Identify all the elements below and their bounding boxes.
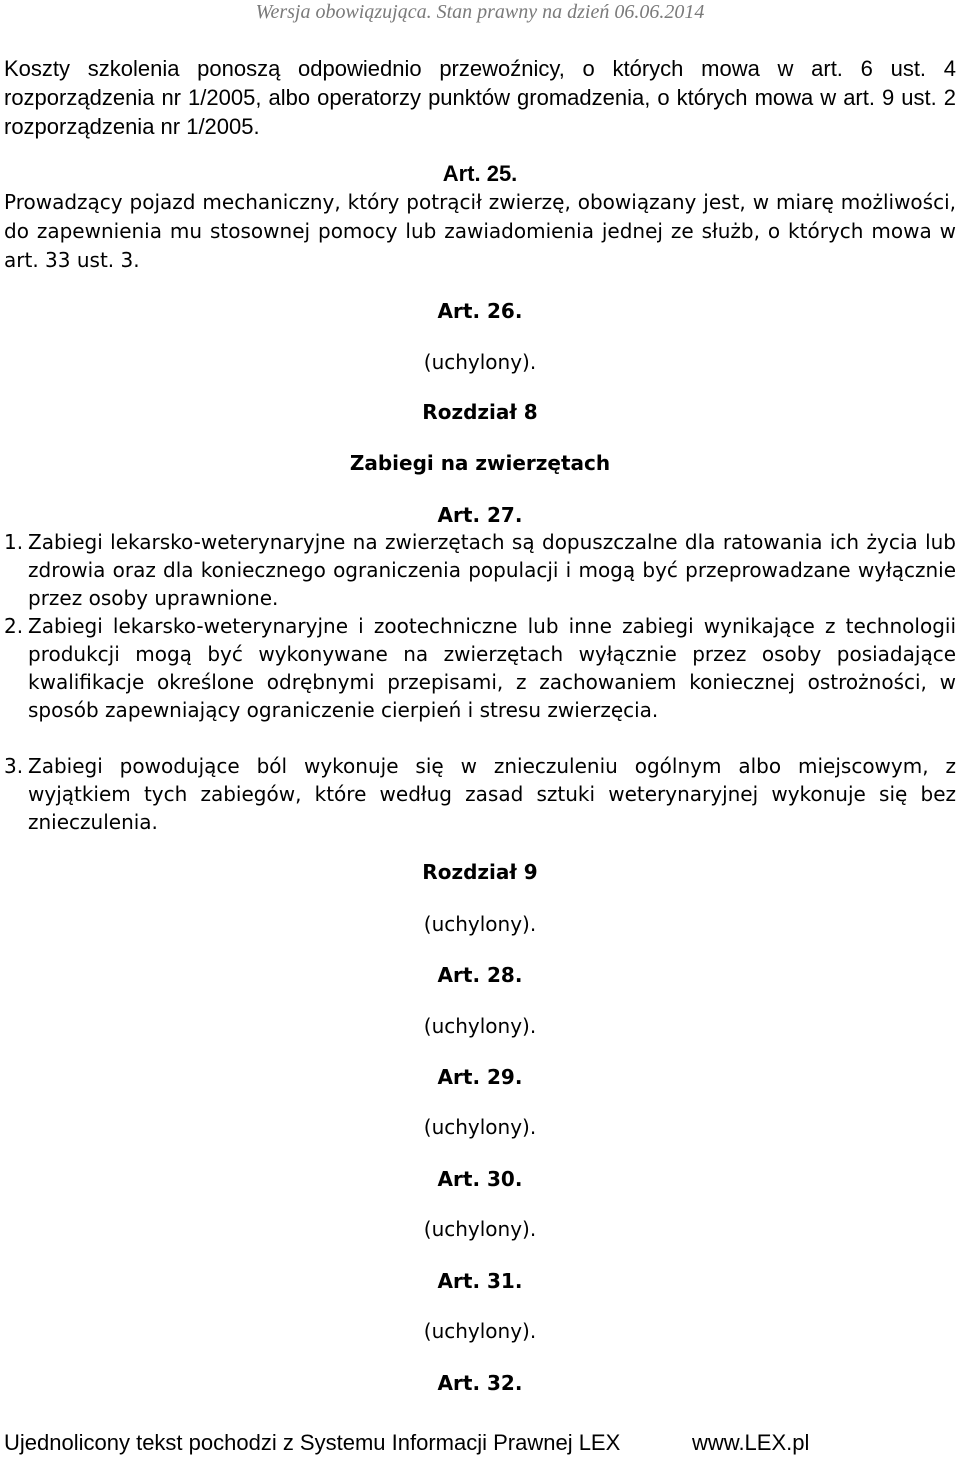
art30-status: (uchylony). [423, 1217, 537, 1241]
art25-text: Prowadzący pojazd mechaniczny, który potrącił zwierzę, obowiązany jest, w miarę możliwości, do zapewnienia mu stosownej pomocy lub zawiadomienia jednej ze służb, o których mowa w art. 33 ust. 3. [4, 190, 956, 272]
art28-status: (uchylony). [423, 1014, 537, 1038]
footer-source-text: Ujednolicony tekst pochodzi z Systemu Informacji Prawnej LEX [4, 1430, 621, 1455]
art28-title: Art. 28. [437, 963, 523, 987]
chapter9-status: (uchylony). [423, 912, 537, 936]
art27-item-1 [4, 528, 956, 612]
item-text: Zabiegi powodujące ból wykonuje się w znieczuleniu ogólnym albo miejscowym, z wyjątkiem tych zabiegów, które według zasad sztuki weterynaryjnej wykonuje się bez znieczulenia. [28, 754, 956, 834]
item-number: 3. [4, 754, 24, 778]
art31-status: (uchylony). [423, 1319, 537, 1343]
item-text: Zabiegi lekarsko-weterynaryjne na zwierzętach są dopuszczalne dla ratowania ich życia lub zdrowia oraz dla koniecznego ograniczenia populacji i mogą być przeprowadzane wyłącznie przez osoby uprawnione. [28, 530, 956, 610]
item-number: 2. [4, 614, 24, 638]
art31-title: Art. 31. [437, 1269, 523, 1293]
item-text: Zabiegi lekarsko-weterynaryjne i zootechniczne lub inne zabiegi wynikające z technologii produkcji mogą być wykonywane na zwierzętach wyłącznie przez osoby posiadające kwalifikacje określone odrębnymi przepisami, z zachowaniem koniecznej ostrożności, w sposób zapewniający ograniczenie cierpień i stresu zwierzęcia. [28, 614, 956, 722]
art32-title: Art. 32. [437, 1371, 523, 1395]
art26-status: (uchylony). [423, 350, 537, 374]
chapter9-title: Rozdział 9 [422, 860, 538, 884]
chapter8-subtitle: Zabiegi na zwierzętach [349, 451, 611, 475]
page-header: Wersja obowiązująca. Stan prawny na dzień 06.06.2014 [255, 1, 705, 23]
art27-item-2 [4, 612, 956, 724]
art30-title: Art. 30. [437, 1167, 523, 1191]
art29-status: (uchylony). [423, 1115, 537, 1139]
art29-title: Art. 29. [437, 1065, 523, 1089]
art27-item-3 [4, 752, 956, 836]
footer-site-link[interactable]: www.LEX.pl [692, 1430, 810, 1455]
intro-paragraph: Koszty szkolenia ponoszą odpowiednio przewoźnicy, o których mowa w art. 6 ust. 4 rozporządzenia nr 1/2005, albo operatorzy punktów gromadzenia, o których mowa w art. 9 ust. 2 rozporządzenia nr 1/2005. [4, 56, 956, 139]
art26-title: Art. 26. [437, 299, 523, 323]
art27-title: Art. 27. [437, 503, 523, 527]
item-number: 1. [4, 530, 24, 554]
art25-title: Art. 25. [442, 161, 518, 186]
chapter8-title: Rozdział 8 [422, 400, 538, 424]
